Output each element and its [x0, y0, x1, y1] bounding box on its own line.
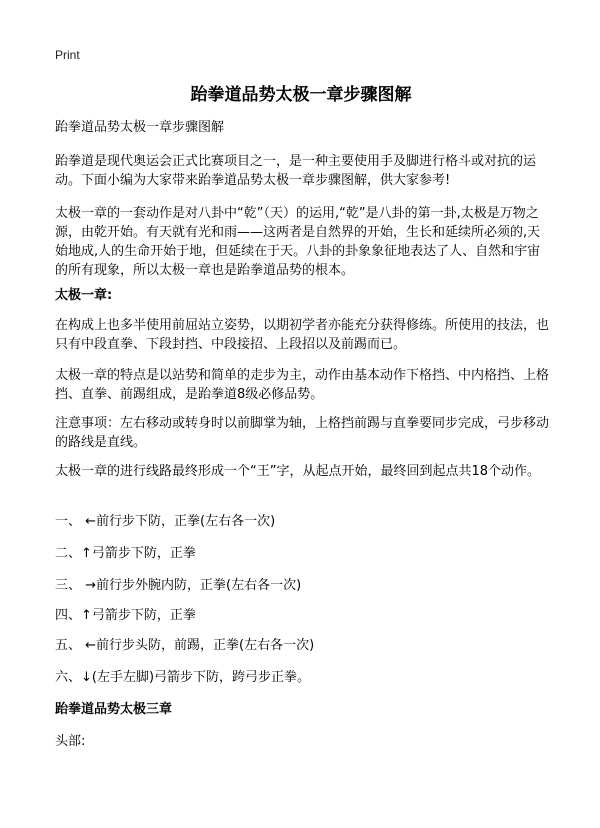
- step-item-3: 三、 →前行步外腕内防，正拳(左右各一次): [55, 578, 302, 593]
- print-link[interactable]: Print: [55, 48, 80, 62]
- intro-paragraph-2: 太极一章的一套动作是对八卦中“乾”（天）的运用,“乾”是八卦的第一卦,太极是万物之源，由乾开始。有天就有光和雨——这两者是自然界的开始，生长和延续所必须的,天始地成,人的生命开始于地，但延续在于天。八卦的卦象象征地表达了人、自然和宇宙的所有现象，所以太极一章也是跆拳道品势的根本。: [55, 206, 541, 278]
- step-item-5: 五、 ←前行步头防，前踢，正拳(左右各一次): [55, 638, 315, 653]
- page-title: 跆拳道品势太极一章步骤图解: [190, 85, 412, 105]
- section2-first-line: 头部:: [55, 734, 86, 749]
- subtitle: 跆拳道品势太极一章步骤图解: [55, 120, 225, 135]
- step-item-6: 六、↓(左手左脚)弓箭步下防，跨弓步正拳。: [55, 670, 311, 685]
- section-heading-taiji-3: 跆拳道品势太极三章: [55, 702, 173, 717]
- section1-paragraph-1: 在构成上也多半使用前屈站立姿势，以期初学者亦能充分获得修练。所使用的技法，也只有中段直拳、下段封挡、中段接招、上段招以及前踢而已。: [55, 318, 550, 352]
- section1-paragraph-2: 太极一章的特点是以站势和简单的走步为主，动作由基本动作下格挡、中内格挡、上格挡、直拳、前踢组成，是跆拳道8级必修品势。: [55, 368, 550, 402]
- section-heading-taiji-1: 太极一章:: [55, 288, 113, 303]
- section1-paragraph-3: 注意事项：左右移动或转身时以前脚掌为轴，上格挡前踢与直拳要同步完成，弓步移动的路线是直线。: [55, 416, 550, 450]
- step-item-1: 一、 ←前行步下防，正拳(左右各一次): [55, 514, 276, 529]
- step-item-4: 四、↑弓箭步下防，正拳: [55, 608, 196, 623]
- section1-paragraph-4: 太极一章的进行线路最终形成一个“王”字，从起点开始，最终回到起点共18个动作。: [55, 464, 541, 479]
- intro-paragraph-1: 跆拳道是现代奥运会正式比赛项目之一，是一种主要使用手及脚进行格斗或对抗的运动。下面小编为大家带来跆拳道品势太极一章步骤图解，供大家参考!: [55, 154, 537, 188]
- step-item-2: 二、↑弓箭步下防，正拳: [55, 546, 196, 561]
